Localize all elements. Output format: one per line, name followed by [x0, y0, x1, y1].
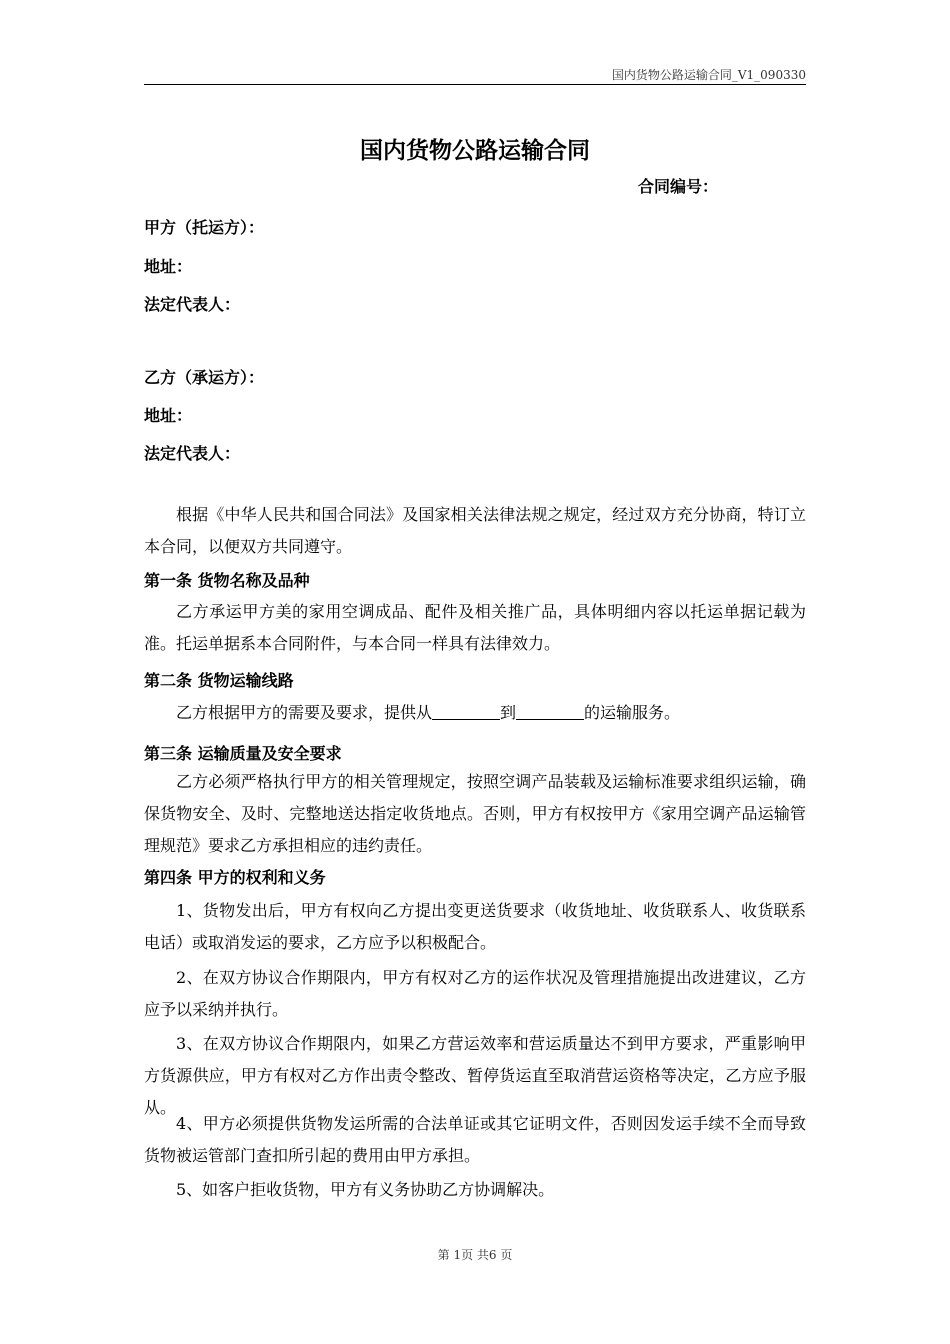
- party-a-name-label: 甲方（托运方）：: [144, 218, 265, 237]
- party-b-name-label: 乙方（承运方）：: [144, 368, 265, 387]
- article-3-heading: 第三条 运输质量及安全要求: [144, 744, 342, 763]
- party-b-address-label: 地址：: [144, 406, 193, 425]
- origin-blank: [432, 703, 500, 720]
- article-4-item-4: 4、甲方必须提供货物发运所需的合法单证或其它证明文件，否则因发运手续不全而导致货物被运管部门查扣所引起的费用由甲方承担。: [144, 1114, 806, 1165]
- party-a-rep-label: 法定代表人：: [144, 295, 241, 314]
- article-2-text-before: 乙方根据甲方的需要及要求，提供从: [176, 703, 433, 722]
- article-4-item-1: 1、货物发出后，甲方有权向乙方提出变更送货要求（收货地址、收货联系人、收货联系电话）或取消发运的要求，乙方应予以积极配合。: [144, 901, 806, 952]
- article-4-item-3: 3、在双方协议合作期限内，如果乙方营运效率和营运质量达不到甲方要求，严重影响甲方货源供应，甲方有权对乙方作出责令整改、暂停货运直至取消营运资格等决定，乙方应予服从。: [144, 1034, 806, 1117]
- article-2-text: [144, 697, 806, 729]
- article-4-item-5: 5、如客户拒收货物，甲方有义务协助乙方协调解决。: [176, 1180, 555, 1199]
- preamble-paragraph: 根据《中华人民共和国合同法》及国家相关法律法规之规定，经过双方充分协商，特订立本合同，以便双方共同遵守。: [144, 505, 806, 556]
- article-1-heading: 第一条 货物名称及品种: [144, 571, 310, 590]
- destination-blank: [516, 703, 584, 720]
- article-2-heading: 第二条 货物运输线路: [144, 671, 294, 690]
- party-a-address-label: 地址：: [144, 257, 193, 276]
- contract-number-label: 合同编号：: [638, 177, 719, 196]
- page-number: 第 1页 共6 页: [437, 1248, 513, 1262]
- header-rule: [144, 84, 806, 85]
- article-1-text: 乙方承运甲方美的家用空调成品、配件及相关推广品，具体明细内容以托运单据记载为准。托运单据系本合同附件，与本合同一样具有法律效力。: [144, 602, 806, 653]
- article-2-text-after: 的运输服务。: [584, 703, 681, 722]
- article-2-text-middle: 到: [500, 703, 517, 722]
- article-4-heading: 第四条 甲方的权利和义务: [144, 868, 326, 887]
- header-doc-code: 国内货物公路运输合同_V1_090330: [611, 68, 806, 82]
- article-4-item-2: 2、在双方协议合作期限内，甲方有权对乙方的运作状况及管理措施提出改进建议，乙方应予以采纳并执行。: [144, 968, 806, 1019]
- party-b-rep-label: 法定代表人：: [144, 444, 241, 463]
- article-3-text: 乙方必须严格执行甲方的相关管理规定，按照空调产品装载及运输标准要求组织运输，确保货物安全、及时、完整地送达指定收货地点。否则，甲方有权按甲方《家用空调产品运输管理规范》要求乙方承担相应的违约责任。: [144, 772, 806, 855]
- document-title: 国内货物公路运输合同: [360, 138, 590, 164]
